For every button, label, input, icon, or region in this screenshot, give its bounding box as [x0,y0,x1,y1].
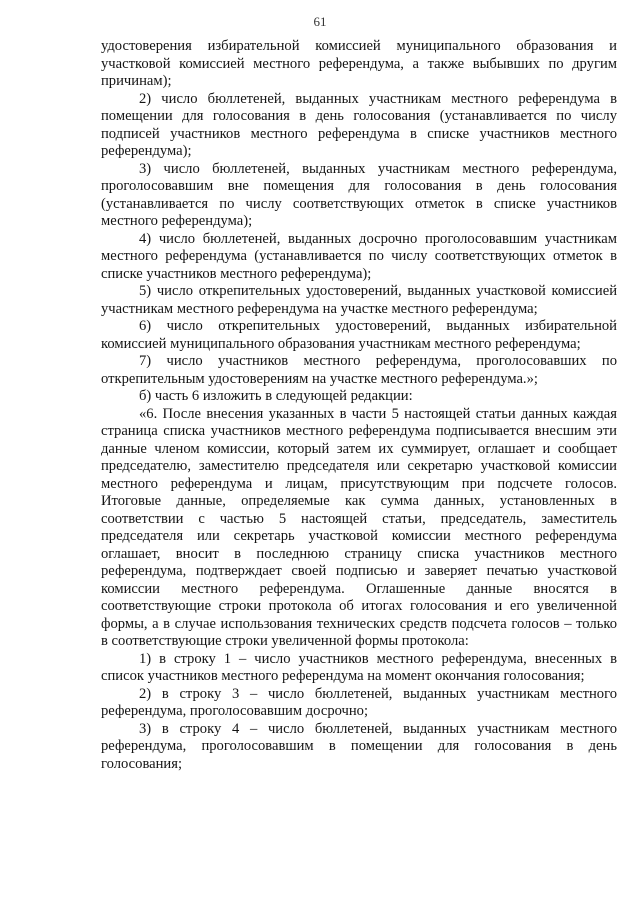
paragraph-item-2: 2) число бюллетеней, выданных участникам местного референдума в помещении для голосования в день голосования (устанавливается по числу подписей участников местного референдума в списке участников местного референдума); [101,90,617,159]
paragraph-line-4: 3) в строку 4 – число бюллетеней, выданных участникам местного референдума, проголосовавшим в помещении для голосования в день голосования; [101,720,617,772]
paragraph-item-6: 6) число открепительных удостоверений, выданных избирательной комиссией муниципального образования участникам местного референдума; [101,318,617,352]
paragraph-item-7: 7) число участников местного референдума, проголосовавших по открепительным удостоверениям на участке местного референдума.»; [101,353,617,387]
paragraph-line-1: 1) в строку 1 – число участников местного референдума, внесенных в список участников местного референдума на момент окончания голосования; [101,650,617,684]
paragraph-part-6: «6. После внесения указанных в части 5 настоящей статьи данных каждая страница списка участников местного референдума подписывается внесшим эти данные членом комиссии, который затем их суммирует, оглашает и сообщает председателю, заместителю председателя или секретарю участковой комиссии местного референдума и лицам, присутствующим при подсчете голосов. Итоговые данные, определяемые как сумма данных, установленных в соответствии с частью 5 настоящей статьи, председатель, заместитель председателя или секретарь участковой комиссии местного референдума оглашает, вносит в последнюю страницу списка участников местного референдума, подтверждает своей подписью и заверяет печатью участковой комиссии местного референдума. Оглашенные данные вносятся в соответствующие строки протокола об итогах голосования и его увеличенной формы, а в случае использования технических средств подсчета голосов – только в соответствующие строки увеличенной формы протокола: [101,405,617,649]
paragraph-continuation: удостоверения избирательной комиссией муниципального образования и участковой комиссией местного референдума, а также выбывших по другим причинам); [101,38,617,89]
paragraph-line-3: 2) в строку 3 – число бюллетеней, выданных участникам местного референдума, проголосовавшим досрочно; [101,685,617,719]
paragraph-amendment-b: б) часть 6 изложить в следующей редакции: [139,388,413,404]
paragraph-item-3: 3) число бюллетеней, выданных участникам местного референдума, проголосовавшим вне помещения для голосования в день голосования (устанавливается по числу соответствующих отметок в списке участников местного референдума); [101,160,617,229]
document-body [101,38,617,773]
paragraph-item-4: 4) число бюллетеней, выданных досрочно проголосовавшим участникам местного референдума (устанавливается по числу соответствующих отметок в списке участников местного референдума); [101,230,617,282]
page-number: 61 [313,14,327,29]
paragraph-item-5: 5) число открепительных удостоверений, выданных участковой комиссией участникам местного референдума на участке местного референдума; [101,283,617,317]
